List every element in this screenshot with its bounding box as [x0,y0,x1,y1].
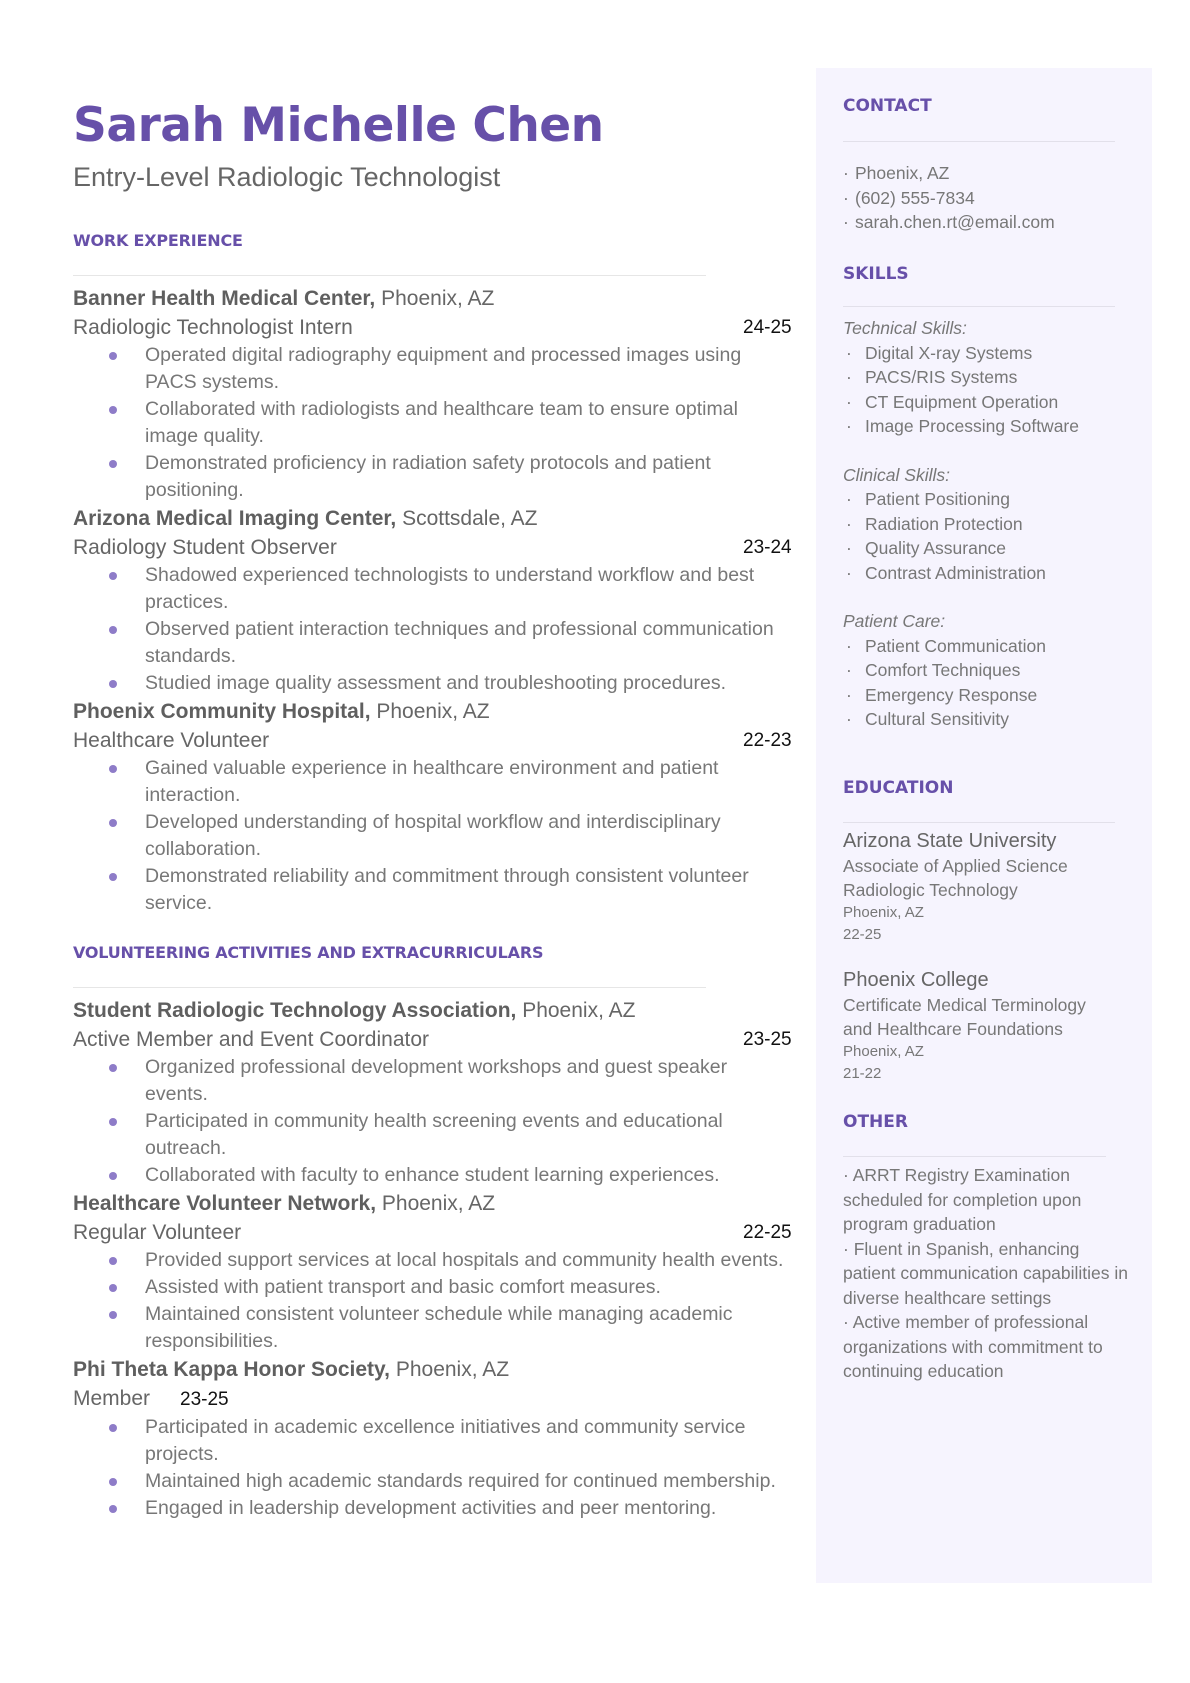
organization-location: Phoenix, AZ [375,287,495,310]
entry-bullets [73,755,793,917]
education-list [843,828,1133,1085]
bullet-item [145,670,793,697]
entry-organization [73,1355,793,1384]
skill-text: Patient Positioning [865,489,1010,509]
skill-list [843,487,1133,585]
bullet-item [145,1495,793,1522]
other-item [843,1237,1133,1311]
bullet-dot-icon [109,1284,117,1292]
bullet-item [145,1301,793,1355]
organization-name: Banner Health Medical Center, [73,287,376,310]
bullet-item [145,616,793,670]
bullet-item [145,1468,793,1495]
degree: Associate of Applied Science [843,856,1068,876]
entry [73,1189,793,1355]
bullet-icon: · [846,367,852,387]
skill-text: Digital X-ray Systems [865,342,1033,363]
skill-group [843,463,1133,586]
bullet-icon: · [843,1238,854,1259]
skill-text: Cultural Sensitivity [865,709,1009,729]
sidebar [816,68,1152,1583]
bullet-icon: · [846,684,852,705]
education-heading: EDUCATION [843,778,954,798]
bullet-text: Collaborated with radiologists and healthcare team to ensure optimal image quality. [145,398,738,447]
degree: Certificate Medical Terminology [843,995,1086,1015]
work-experience-heading: WORK EXPERIENCE [73,231,243,250]
bullet-icon: · [846,489,852,509]
skills-groups [843,316,1133,732]
bullet-text: Collaborated with faculty to enhance student learning experiences. [145,1164,720,1186]
bullet-text: Maintained consistent volunteer schedule while managing academic responsibilities. [145,1303,733,1352]
other-text: Fluent in Spanish, enhancing patient communication capabilities in diverse healthcare settings [843,1238,1129,1308]
bullet-dot-icon [109,1505,117,1513]
entry-organization [73,996,793,1025]
bullet-dot-icon [109,1478,117,1486]
bullet-dot-icon [109,460,117,468]
skill-text: Comfort Techniques [865,660,1021,680]
entry [73,697,793,917]
bullet-icon: · [843,212,849,232]
bullet-dot-icon [109,1064,117,1072]
entry-bullets [73,1414,793,1522]
skill-text: CT Equipment Operation [865,391,1059,412]
skill-text: Contrast Administration [865,562,1046,583]
bullet-text: Demonstrated proficiency in radiation safety protocols and patient positioning. [145,452,711,501]
education-dates: 21-22 [843,1065,882,1082]
bullet-icon: · [846,660,852,680]
entry-organization [73,504,793,533]
organization-name: Phi Theta Kappa Honor Society, [73,1358,390,1381]
entry-dates: 22-23 [743,730,792,751]
bullet-icon: · [846,513,852,534]
entry [73,1355,793,1522]
bullet-dot-icon [109,1424,117,1432]
bullet-dot-icon [109,1118,117,1126]
bullet-item [145,1162,793,1189]
bullet-icon: · [843,1312,853,1332]
organization-name: Healthcare Volunteer Network, [73,1192,377,1215]
entry-role-row [73,726,793,755]
bullet-item [145,562,793,616]
bullet-item [145,1247,793,1274]
other-item [843,1163,1133,1237]
bullet-item [145,755,793,809]
contact-heading: CONTACT [843,96,932,116]
skill-text: Patient Communication [865,635,1046,656]
contact-list [843,161,1133,235]
bullet-dot-icon [109,873,117,881]
bullet-icon: · [846,416,852,436]
skill-text: PACS/RIS Systems [865,367,1018,387]
bullet-text: Engaged in leadership development activities and peer mentoring. [145,1497,717,1519]
skill-text: Image Processing Software [865,416,1079,436]
bullet-text: Operated digital radiography equipment and processed images using PACS systems. [145,344,742,393]
entry-bullets [73,1054,793,1189]
skill-item [843,561,1133,586]
main-column [73,96,793,1522]
skill-text: Emergency Response [865,684,1038,705]
entry-role-row [73,1384,793,1414]
education-dates: 22-25 [843,926,882,943]
bullet-text: Participated in community health screening events and educational outreach. [145,1110,723,1159]
organization-name: Student Radiologic Technology Association, [73,999,517,1022]
entry-bullets [73,562,793,697]
skill-item [843,341,1133,366]
bullet-dot-icon [109,680,117,688]
role-title: Radiology Student Observer [73,536,337,559]
bullet-icon: · [843,163,849,183]
bullet-text: Developed understanding of hospital workflow and interdisciplinary collaboration. [145,811,721,860]
skill-item [843,390,1133,415]
bullet-text: Organized professional development workshops and guest speaker events. [145,1056,728,1105]
section-divider [843,1156,1106,1157]
bullet-text: Demonstrated reliability and commitment through consistent volunteer service. [145,865,749,914]
volunteering-list [73,996,793,1522]
entry-role-row [73,1218,793,1247]
other-text: ARRT Registry Examination scheduled for completion upon program graduation [843,1165,1082,1234]
other-item [843,1310,1133,1384]
bullet-dot-icon [109,406,117,414]
candidate-name: Sarah Michelle Chen [73,98,604,153]
section-divider [843,141,1115,142]
bullet-dot-icon [109,765,117,773]
bullet-dot-icon [109,1172,117,1180]
role-title: Healthcare Volunteer [73,729,270,752]
skill-text: Radiation Protection [865,513,1023,534]
school-location: Phoenix, AZ [843,1043,924,1060]
section-divider [843,306,1115,307]
skill-group-label: Technical Skills: [843,318,967,338]
skill-item [843,487,1133,512]
contact-phone[interactable]: · (602) 555-7834 [843,186,1133,211]
bullet-icon: · [846,709,852,729]
role-title: Regular Volunteer [73,1221,242,1244]
entry [73,504,793,697]
entry [73,996,793,1189]
bullet-item [145,1054,793,1108]
skill-item [843,365,1133,390]
skill-item [843,634,1133,659]
bullet-text: Maintained high academic standards required for continued membership. [145,1470,776,1492]
bullet-icon: · [846,538,852,558]
skill-item [843,512,1133,537]
skill-group-label: Patient Care: [843,611,946,631]
bullet-dot-icon [109,626,117,634]
bullet-icon: · [843,187,849,208]
skill-item [843,414,1133,439]
entry-dates: 23-25 [180,1389,229,1410]
bullet-item [145,863,793,917]
bullet-text: Shadowed experienced technologists to understand workflow and best practices. [145,564,755,613]
section-divider [843,822,1115,823]
entry-bullets [73,342,793,504]
organization-name: Arizona Medical Imaging Center, [73,507,397,530]
role-title: Radiologic Technologist Intern [73,316,353,339]
work-experience-list [73,284,793,917]
organization-location: Scottsdale, AZ [396,507,538,530]
bullet-icon: · [846,635,852,656]
skill-item [843,658,1133,683]
bullet-icon: · [846,342,852,363]
skill-list [843,634,1133,732]
bullet-item [145,1108,793,1162]
education-entry [843,967,1133,1085]
bullet-icon: · [846,391,852,412]
entry-role-row [73,533,793,562]
bullet-text: Provided support services at local hospitals and community health events. [145,1249,784,1271]
skill-list [843,341,1133,439]
organization-location: Phoenix, AZ [370,700,490,723]
organization-location: Phoenix, AZ [516,999,636,1022]
bullet-dot-icon [109,1311,117,1319]
bullet-dot-icon [109,352,117,360]
skill-item [843,683,1133,708]
entry-organization [73,284,793,313]
organization-location: Phoenix, AZ [376,1192,496,1215]
entry-dates: 23-24 [743,537,792,558]
school-location: Phoenix, AZ [843,904,924,921]
education-entry [843,828,1133,946]
bullet-item [145,396,793,450]
volunteering-heading: VOLUNTEERING ACTIVITIES AND EXTRACURRICULARS [73,943,544,962]
school-name: Phoenix College [843,969,989,991]
entry-dates: 22-25 [743,1222,792,1243]
organization-name: Phoenix Community Hospital, [73,700,371,723]
role-title: Member [73,1387,151,1410]
entry-role-row [73,1025,793,1054]
bullet-item [145,809,793,863]
skill-item [843,707,1133,732]
field-of-study: and Healthcare Foundations [843,1019,1063,1039]
skill-group [843,609,1133,732]
bullet-text: Participated in academic excellence initiatives and community service projects. [145,1416,746,1465]
contact-email[interactable]: · sarah.chen.rt@email.com [843,210,1133,235]
other-text: Active member of professional organizations with commitment to continuing education [843,1312,1103,1381]
field-of-study: Radiologic Technology [843,880,1018,900]
entry-bullets [73,1247,793,1355]
bullet-icon: · [846,562,852,583]
entry-organization [73,697,793,726]
entry-role-row [73,313,793,342]
bullet-item [145,450,793,504]
bullet-item [145,1414,793,1468]
bullet-dot-icon [109,1257,117,1265]
bullet-text: Observed patient interaction techniques and professional communication standards. [145,618,774,667]
contact-location: · Phoenix, AZ [843,161,1133,186]
other-list [843,1163,1133,1384]
skill-group-label: Clinical Skills: [843,464,950,485]
entry-organization [73,1189,793,1218]
bullet-text: Gained valuable experience in healthcare environment and patient interaction. [145,757,719,806]
role-title: Active Member and Event Coordinator [73,1028,430,1051]
skill-text: Quality Assurance [865,538,1007,558]
job-title: Entry-Level Radiologic Technologist [73,162,501,192]
skill-group [843,316,1133,439]
skill-item [843,536,1133,561]
entry-dates: 24-25 [743,317,792,338]
other-heading: OTHER [843,1112,908,1132]
entry [73,284,793,504]
bullet-item [145,342,793,396]
bullet-item [145,1274,793,1301]
bullet-text: Assisted with patient transport and basic comfort measures. [145,1276,661,1298]
bullet-text: Studied image quality assessment and troubleshooting procedures. [145,672,727,694]
organization-location: Phoenix, AZ [390,1358,510,1381]
skills-heading: SKILLS [843,264,909,284]
bullet-dot-icon [109,572,117,580]
bullet-icon: · [843,1165,853,1185]
entry-dates: 23-25 [743,1029,792,1050]
school-name: Arizona State University [843,830,1057,852]
bullet-dot-icon [109,819,117,827]
